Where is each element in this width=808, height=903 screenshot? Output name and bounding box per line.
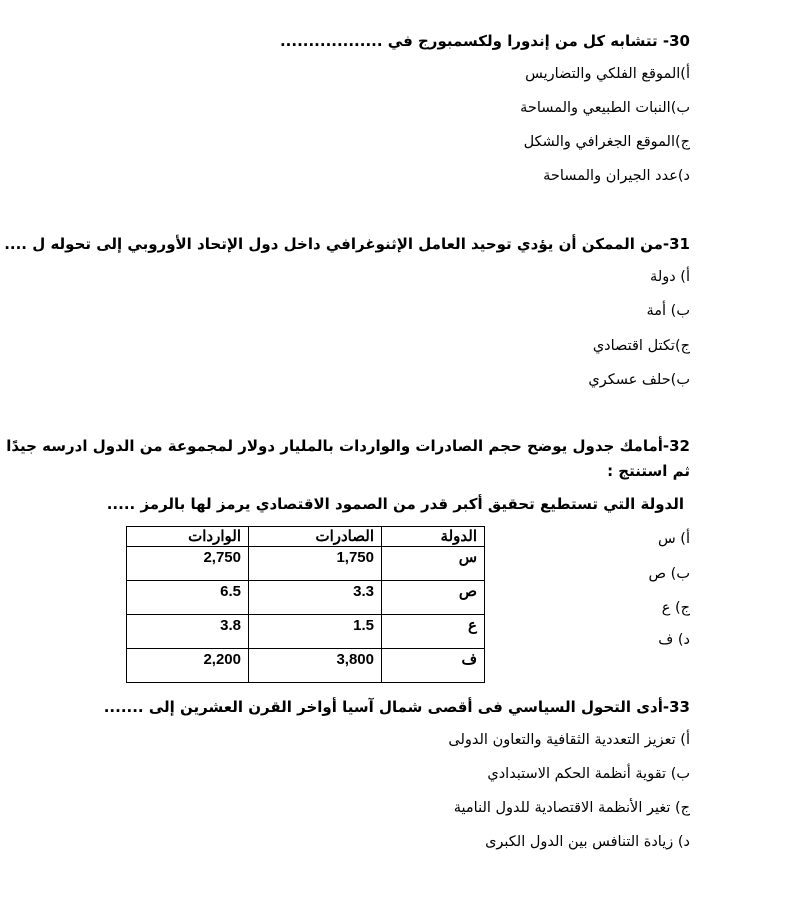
table-header-row (127, 527, 485, 547)
question-30: 30- تتشابه كل من إندورا ولكسمبورج في .................. (279, 32, 690, 50)
table-cell-country: ع (382, 615, 485, 649)
q30-option-a: أ)الموقع الفلكي والتضاريس (525, 66, 690, 82)
q32-option-a: أ) س (658, 531, 690, 547)
header-imports: الواردات (127, 527, 249, 547)
table-cell-exports: 3.3 (249, 581, 382, 615)
question-32-prompt: الدولة التي تستطيع تحقيق أكبر قدر من الصمود الاقتصادي يرمز لها بالرمز ..... (106, 495, 684, 513)
header-exports: الصادرات (249, 527, 382, 547)
question-32-line-2: ثم استنتج : (607, 462, 690, 480)
table-cell-imports: 2,200 (127, 649, 249, 683)
q32-option-d: د) ف (658, 632, 690, 648)
table-cell-country: س (382, 547, 485, 581)
q32-option-c: ج) ع (661, 600, 690, 616)
table-cell-imports: 2,750 (127, 547, 249, 581)
trade-table (126, 526, 485, 683)
table-row (127, 547, 485, 581)
question-33: 33-أدى التحول السياسي فى أقصى شمال آسيا أواخر القرن العشرين إلى ....... (103, 698, 690, 716)
q31-option-c: ج)تكتل اقتصادي (592, 338, 690, 354)
q33-option-d: د) زيادة التنافس بين الدول الكبرى (485, 834, 690, 850)
question-32-line-1: 32-أمامك جدول يوضح حجم الصادرات والواردات بالمليار دولار لمجموعة من الدول ادرسه جيدًا (6, 437, 690, 455)
q31-option-a: أ) دولة (650, 269, 690, 285)
q31-option-b: ب) أمة (646, 303, 690, 319)
q32-option-b: ب) ص (648, 566, 690, 582)
table-cell-exports: 1.5 (249, 615, 382, 649)
q30-option-d: د)عدد الجيران والمساحة (543, 168, 690, 184)
q31-option-d: ب)حلف عسكري (588, 372, 690, 388)
table-cell-imports: 6.5 (127, 581, 249, 615)
q33-option-b: ب) تقوية أنظمة الحكم الاستبدادي (487, 766, 690, 782)
header-country: الدولة (382, 527, 485, 547)
q33-option-a: أ) تعزيز التعددية الثقافية والتعاون الدولى (448, 732, 690, 748)
q30-option-b: ب)النبات الطبيعي والمساحة (520, 100, 690, 116)
table-cell-country: ص (382, 581, 485, 615)
table-row (127, 649, 485, 683)
table-cell-exports: 1,750 (249, 547, 382, 581)
q30-option-c: ج)الموقع الجغرافي والشكل (523, 134, 690, 150)
question-31: 31-من الممكن أن يؤدي توحيد العامل الإثنوغرافي داخل دول الإتحاد الأوروبي إلى تحوله ل .... (4, 235, 690, 253)
table-row (127, 615, 485, 649)
table-row (127, 581, 485, 615)
q33-option-c: ج) تغير الأنظمة الاقتصادية للدول النامية (453, 800, 690, 816)
table-cell-exports: 3,800 (249, 649, 382, 683)
table-cell-country: ف (382, 649, 485, 683)
table-cell-imports: 3.8 (127, 615, 249, 649)
